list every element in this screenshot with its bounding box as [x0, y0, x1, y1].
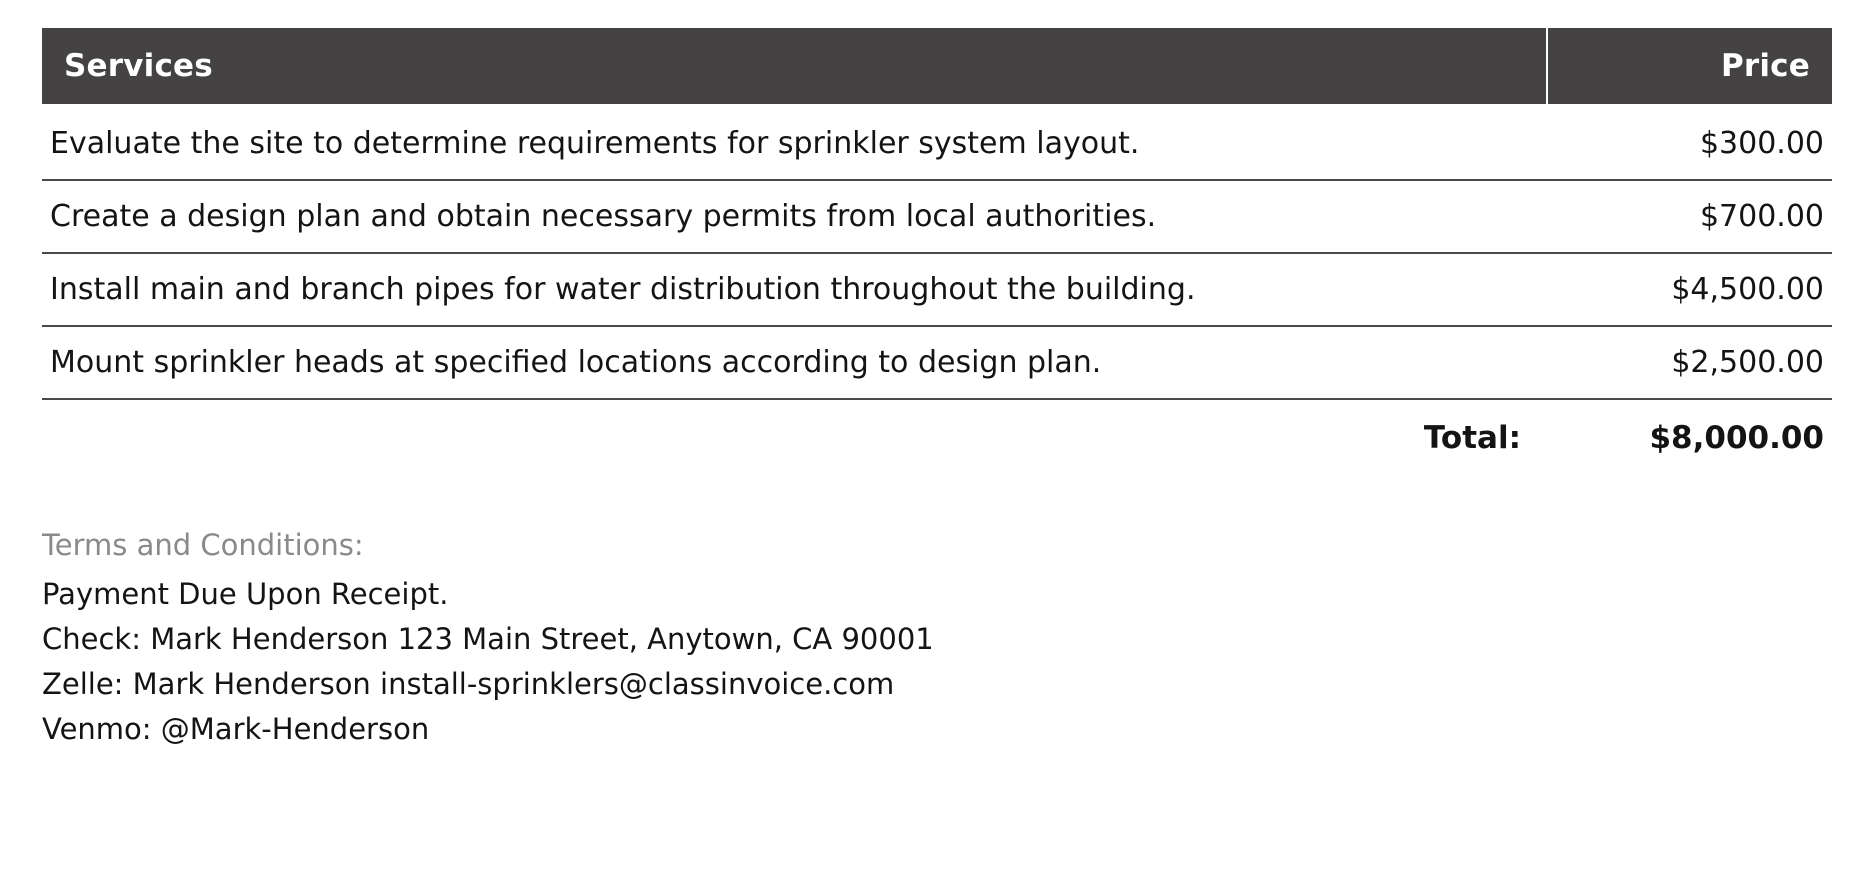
column-header-services: Services	[42, 28, 1547, 104]
terms-and-conditions	[42, 528, 1828, 752]
service-description: Install main and branch pipes for water distribution throughout the building.	[42, 253, 1547, 326]
service-price: $700.00	[1547, 180, 1832, 253]
total-value: $8,000.00	[1649, 420, 1824, 456]
service-price: $2,500.00	[1547, 326, 1832, 399]
services-table	[42, 28, 1832, 474]
service-description: Mount sprinkler heads at specified locations according to design plan.	[42, 326, 1547, 399]
total-row	[42, 399, 1832, 474]
table-row	[42, 253, 1832, 326]
total-label: Total:	[1423, 420, 1521, 456]
terms-line-zelle: Zelle: Mark Henderson install-sprinklers@classinvoice.com	[42, 666, 895, 701]
terms-line-payment: Payment Due Upon Receipt.	[42, 577, 449, 611]
terms-line-venmo: Venmo: @Mark-Henderson	[42, 711, 430, 746]
table-row	[42, 326, 1832, 399]
service-description: Create a design plan and obtain necessary permits from local authorities.	[42, 180, 1547, 253]
service-price: $4,500.00	[1547, 253, 1832, 326]
table-row	[42, 104, 1832, 180]
terms-title: Terms and Conditions:	[42, 528, 364, 562]
table-header	[42, 28, 1832, 104]
table-row	[42, 180, 1832, 253]
service-price: $300.00	[1547, 104, 1832, 180]
table-body	[42, 104, 1832, 474]
column-header-price: Price	[1547, 28, 1832, 104]
terms-line-check: Check: Mark Henderson 123 Main Street, Anytown, CA 90001	[42, 621, 934, 656]
service-description: Evaluate the site to determine requirements for sprinkler system layout.	[42, 104, 1547, 180]
table-header-row	[42, 28, 1832, 104]
